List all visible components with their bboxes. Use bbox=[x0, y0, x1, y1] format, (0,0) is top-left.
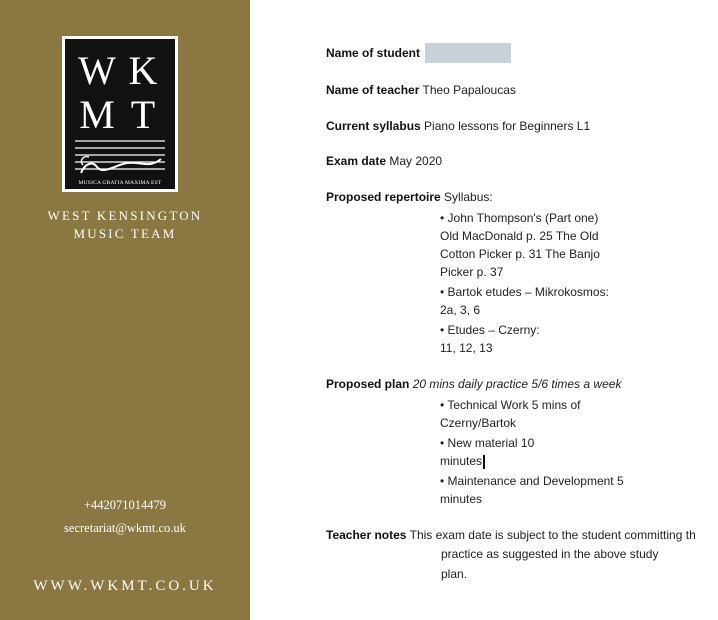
redacted-student-name bbox=[425, 43, 511, 63]
repertoire-row bbox=[326, 188, 493, 206]
email-link[interactable]: secretariat@wkmt.co.uk bbox=[64, 521, 186, 535]
logo-letter-t: T bbox=[130, 92, 156, 137]
repertoire-label: Proposed repertoire bbox=[326, 190, 441, 204]
notes-value: This exam date is subject to the student committing th bbox=[409, 528, 696, 542]
notes-row bbox=[326, 526, 696, 544]
exam-date-value: May 2020 bbox=[389, 154, 443, 168]
plan-line: minutes bbox=[440, 492, 483, 506]
plan-line: • New material 10 bbox=[440, 436, 535, 450]
repertoire-line: • Etudes – Czerny: bbox=[440, 323, 540, 337]
repertoire-line: • Bartok etudes – Mikrokosmos: bbox=[440, 285, 609, 299]
website-link[interactable]: WWW.WKMT.CO.UK bbox=[33, 578, 217, 594]
org-name-line-1: WEST KENSINGTON bbox=[47, 208, 203, 223]
plan-line: Czerny/Bartok bbox=[440, 416, 517, 430]
logo-letter-m: M bbox=[79, 92, 115, 137]
plan-value: 20 mins daily practice 5/6 times a week bbox=[412, 377, 622, 391]
logo-letter-k: K bbox=[128, 48, 158, 93]
exam-date-label: Exam date bbox=[326, 154, 387, 168]
repertoire-line: • John Thompson's (Part one) bbox=[440, 211, 599, 225]
plan-row bbox=[326, 375, 621, 393]
syllabus-value: Piano lessons for Beginners L1 bbox=[424, 119, 591, 133]
plan-line: • Technical Work 5 mins of bbox=[440, 398, 581, 412]
notes-line: plan. bbox=[441, 567, 468, 581]
repertoire-line: Old MacDonald p. 25 The Old bbox=[440, 229, 599, 243]
notes-line: practice as suggested in the above study bbox=[441, 547, 659, 561]
repertoire-line: Cotton Picker p. 31 The Banjo bbox=[440, 247, 600, 261]
repertoire-value: Syllabus: bbox=[444, 190, 493, 204]
logo-letter-w: W bbox=[78, 48, 116, 93]
syllabus-row bbox=[326, 117, 590, 135]
notes-label: Teacher notes bbox=[326, 528, 407, 542]
student-row bbox=[326, 44, 511, 64]
plan-line: • Maintenance and Development 5 bbox=[440, 474, 624, 488]
org-name-line-2: MUSIC TEAM bbox=[73, 226, 177, 241]
text-cursor bbox=[483, 455, 485, 469]
teacher-row bbox=[326, 81, 516, 99]
logo-motto: MUSICA GRATIA MAXIMA EST bbox=[78, 180, 162, 186]
repertoire-line: 11, 12, 13 bbox=[440, 341, 493, 355]
repertoire-line: 2a, 3, 6 bbox=[440, 303, 481, 317]
student-label: Name of student bbox=[326, 46, 421, 61]
teacher-label: Name of teacher bbox=[326, 83, 420, 97]
exam-date-row bbox=[326, 152, 442, 170]
plan-label: Proposed plan bbox=[326, 377, 410, 391]
repertoire-line: Picker p. 37 bbox=[440, 265, 504, 279]
phone-number: +442071014479 bbox=[83, 498, 167, 512]
syllabus-label: Current syllabus bbox=[326, 119, 421, 133]
teacher-value: Theo Papaloucas bbox=[422, 83, 516, 97]
plan-line: minutes bbox=[440, 454, 483, 468]
plan-line-with-cursor bbox=[440, 452, 485, 470]
